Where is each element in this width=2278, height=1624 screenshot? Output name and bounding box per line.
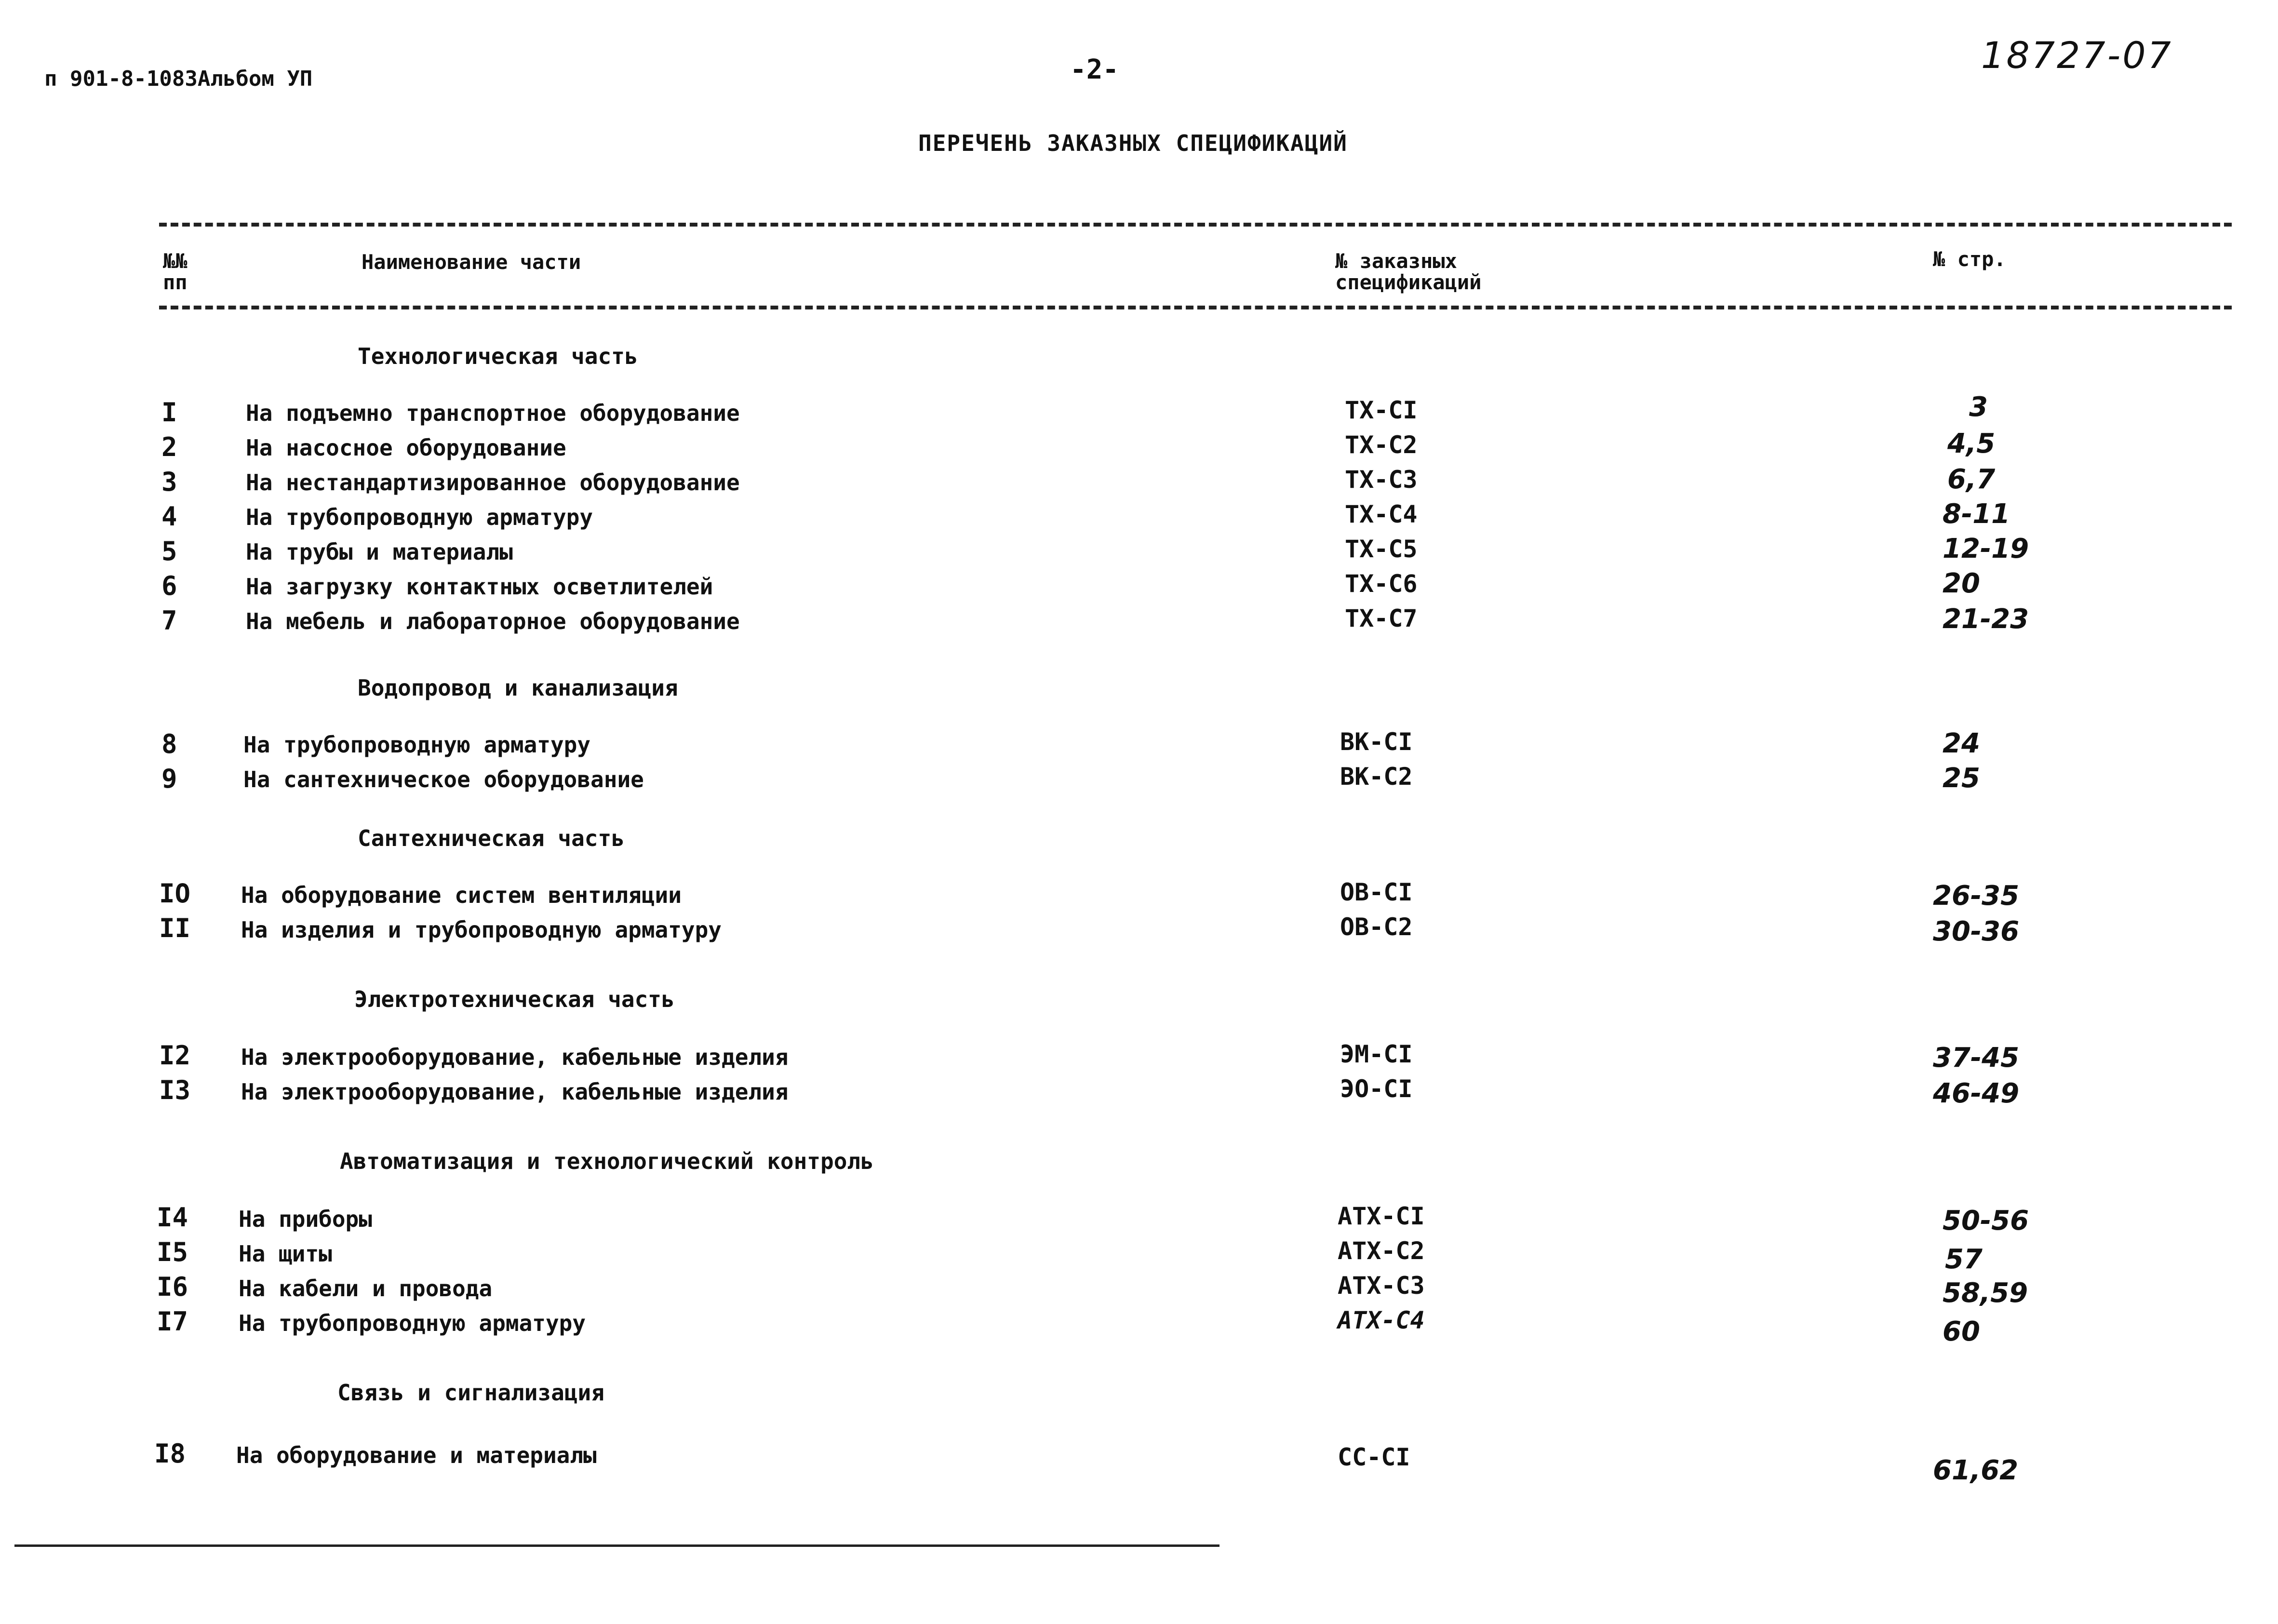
row-spec-code: АТХ-С4	[1338, 1306, 1425, 1334]
row-spec-code: ОВ-С2	[1340, 913, 1413, 941]
row-spec-code: ТХ-С4	[1345, 500, 1418, 528]
row-name: На нестандартизированное оборудование	[246, 470, 740, 496]
row-name: На изделия и трубопроводную арматуру	[241, 917, 722, 943]
row-name: На трубы и материалы	[246, 539, 513, 565]
row-pages: 50-56	[1943, 1205, 2029, 1236]
row-name: На оборудование систем вентиляции	[241, 882, 682, 908]
row-spec-code: ЭМ-СI	[1340, 1040, 1413, 1068]
row-name: На подъемно транспортное оборудование	[246, 400, 740, 426]
row-pages: 4,5	[1947, 428, 1996, 459]
row-spec-code: АТХ-С2	[1338, 1237, 1425, 1265]
row-pages: 37-45	[1933, 1042, 2020, 1074]
row-name: На насосное оборудование	[246, 435, 566, 461]
row-pages: 30-36	[1933, 916, 2020, 947]
row-number: 4	[161, 501, 177, 532]
section-title-automation: Автоматизация и технологический контроль	[340, 1148, 874, 1174]
row-number: 5	[161, 536, 177, 566]
row-name: На оборудование и материалы	[236, 1442, 597, 1468]
section-title-electrical: Электротехническая часть	[354, 986, 675, 1012]
row-name: На мебель и лабораторное оборудование	[246, 608, 740, 634]
row-number: I8	[154, 1438, 186, 1469]
row-pages: 57	[1945, 1244, 1983, 1275]
row-name: На приборы	[239, 1206, 372, 1232]
section-title-technological: Технологическая часть	[358, 343, 638, 369]
row-number: 3	[161, 467, 177, 497]
row-number: I6	[157, 1272, 188, 1302]
row-name: На щиты	[239, 1241, 332, 1267]
row-spec-code: ТХ-С6	[1345, 570, 1418, 598]
album-reference: п 901-8-1083Альбом УП	[44, 67, 313, 91]
row-spec-code: ЭО-СI	[1340, 1075, 1413, 1103]
header-bottom-rule	[159, 306, 2232, 309]
row-pages: 61,62	[1933, 1455, 2019, 1486]
row-number: IO	[159, 878, 191, 909]
column-header-name: Наименование части	[362, 250, 581, 274]
header-top-rule	[159, 223, 2232, 227]
row-spec-code: ТХ-СI	[1345, 396, 1418, 424]
bottom-rule	[14, 1544, 1219, 1547]
document-number: 18727-07	[1981, 34, 2173, 77]
column-header-pages: № стр.	[1933, 247, 2006, 271]
row-name: На загрузку контактных осветлителей	[246, 574, 713, 600]
row-pages: 60	[1943, 1316, 1980, 1347]
row-spec-code: ОВ-СI	[1340, 878, 1413, 906]
row-number: 8	[161, 729, 177, 759]
row-name: На кабели и провода	[239, 1275, 493, 1302]
row-pages: 12-19	[1943, 533, 2029, 564]
row-pages: 24	[1943, 728, 1980, 759]
row-number: 2	[161, 432, 177, 462]
row-pages: 46-49	[1933, 1078, 2020, 1109]
row-spec-code: ВК-СI	[1340, 728, 1413, 756]
page-title: ПЕРЕЧЕНЬ ЗАКАЗНЫХ СПЕЦИФИКАЦИЙ	[918, 130, 1348, 156]
section-title-sanitary: Сантехническая часть	[358, 825, 625, 851]
row-spec-code: ТХ-С7	[1345, 604, 1418, 632]
row-name: На трубопроводную арматуру	[239, 1310, 586, 1336]
row-spec-code: ТХ-С2	[1345, 431, 1418, 459]
row-number: I4	[157, 1202, 188, 1233]
row-number: 7	[161, 605, 177, 636]
row-pages: 3	[1969, 391, 1988, 423]
row-name: На сантехническое оборудование	[243, 766, 644, 792]
row-pages: 26-35	[1933, 880, 2020, 912]
row-name: На трубопроводную арматуру	[243, 732, 591, 758]
row-name: На электрооборудование, кабельные изделия	[241, 1079, 789, 1105]
row-number: I	[161, 397, 177, 428]
section-title-communication: Связь и сигнализация	[337, 1380, 604, 1406]
row-number: I3	[159, 1075, 191, 1105]
column-header-spec: № заказных спецификаций	[1335, 249, 1482, 294]
row-spec-code: АТХ-СI	[1338, 1202, 1425, 1230]
row-pages: 25	[1943, 763, 1980, 794]
row-pages: 6,7	[1947, 464, 1996, 495]
page-number: -2-	[1070, 54, 1119, 85]
row-spec-code: ВК-С2	[1340, 763, 1413, 791]
row-number: 9	[161, 764, 177, 794]
row-pages: 20	[1943, 568, 1980, 599]
section-title-water-supply: Водопровод и канализация	[358, 675, 678, 701]
row-number: I5	[157, 1237, 188, 1267]
row-pages: 8-11	[1943, 498, 2010, 530]
row-spec-code: ТХ-С5	[1345, 535, 1418, 563]
row-pages: 21-23	[1943, 604, 2029, 635]
row-name: На трубопроводную арматуру	[246, 504, 593, 530]
row-number: I2	[159, 1040, 191, 1071]
column-header-number: №№ пп	[163, 249, 188, 294]
row-pages: 58,59	[1943, 1277, 2028, 1309]
row-number: 6	[161, 571, 177, 601]
row-spec-code: ТХ-С3	[1345, 466, 1418, 494]
row-spec-code: АТХ-С3	[1338, 1272, 1425, 1300]
row-name: На электрооборудование, кабельные изделия	[241, 1044, 789, 1070]
row-number: II	[159, 913, 191, 943]
row-spec-code: СС-СI	[1338, 1443, 1410, 1471]
row-number: I7	[157, 1306, 188, 1337]
